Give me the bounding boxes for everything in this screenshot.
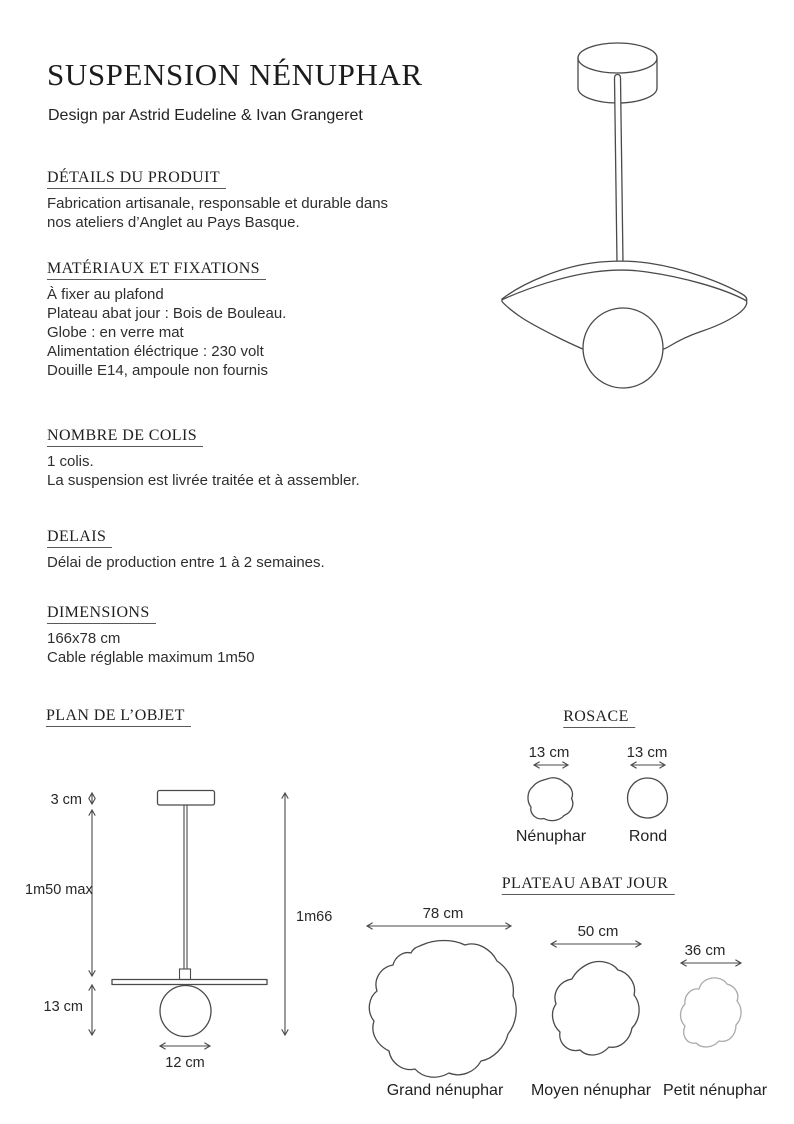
dim-label-globe-diameter: 12 cm: [165, 1055, 205, 1071]
rosace-rond-label: Rond: [628, 828, 668, 845]
dim-arrow-rosace-rond: [626, 759, 670, 771]
dim-arrow-rosace-nenuphar: [529, 759, 573, 771]
pendant-lamp-drawing: [480, 30, 770, 400]
section-colis: [47, 427, 360, 490]
plan-globe: [160, 986, 211, 1037]
section-text-line: Globe : en verre mat: [47, 324, 184, 341]
grand-nenuphar-shape: [364, 936, 518, 1082]
designer-credit: Design par Astrid Eudeline & Ivan Grangeret: [48, 107, 363, 124]
section-details-heading: DÉTAILS DU PRODUIT: [47, 169, 226, 189]
section-text-line: La suspension est livrée traitée et à assembler.: [47, 472, 360, 489]
section-materiaux: [47, 260, 286, 380]
dim-arrow-plateau-grand: [362, 920, 516, 932]
moyen-nenuphar-shape: [547, 958, 647, 1059]
rosace-rond-shape: [626, 776, 669, 820]
section-text-line: 166x78 cm: [47, 630, 121, 647]
dim-label-cable-max: 1m50 max: [25, 882, 93, 898]
section-rosace-heading: ROSACE: [563, 708, 635, 728]
plateau-petit-label: Petit nénuphar: [662, 1082, 768, 1099]
plateau-moyen-label: Moyen nénuphar: [530, 1082, 652, 1099]
page-title: SUSPENSION NÉNUPHAR: [47, 57, 423, 92]
section-colis-heading: NOMBRE DE COLIS: [47, 427, 203, 447]
section-text-line: nos ateliers d’Anglet au Pays Basque.: [47, 214, 300, 231]
dim-label-globe-height: 13 cm: [43, 999, 83, 1015]
section-text-line: Douille E14, ampoule non fournis: [47, 362, 268, 379]
section-text-line: Fabrication artisanale, responsable et durable dans: [47, 195, 389, 212]
rosace-nenuphar-label: Nénuphar: [515, 828, 587, 845]
section-details: [47, 169, 388, 232]
dim-arrow-plateau-petit: [676, 957, 746, 969]
plateau-moyen-size: 50 cm: [577, 923, 619, 940]
plateau-petit-size: 36 cm: [684, 942, 726, 959]
section-text-line: À fixer au plafond: [47, 286, 164, 303]
plan-rod: [184, 805, 187, 969]
petit-nenuphar-shape: [676, 975, 747, 1051]
section-plan-heading: PLAN DE L’OBJET: [46, 707, 191, 727]
section-text-line: Plateau abat jour : Bois de Bouleau.: [47, 305, 287, 322]
plan-rod-holder: [180, 969, 191, 980]
plateau-grand-size: 78 cm: [422, 905, 464, 922]
section-dimensions-heading: DIMENSIONS: [47, 604, 156, 624]
plan-plate: [112, 980, 267, 985]
dim-arrow-plateau-moyen: [546, 938, 646, 950]
globe-drawing: [583, 308, 663, 388]
plan-technical-drawing: [25, 780, 340, 1080]
section-dimensions: [47, 604, 255, 667]
section-text-line: Alimentation éléctrique : 230 volt: [47, 343, 264, 360]
section-delais-heading: DELAIS: [47, 528, 112, 548]
plan-canopy: [158, 791, 215, 806]
section-text-line: 1 colis.: [47, 453, 94, 470]
section-delais: [47, 528, 325, 572]
rosace-nenuphar-size: 13 cm: [528, 744, 570, 761]
section-plateau-heading: PLATEAU ABAT JOUR: [502, 875, 675, 895]
section-text-line: Cable réglable maximum 1m50: [47, 649, 255, 666]
plateau-grand-label: Grand nénuphar: [386, 1082, 504, 1099]
dim-label-total-height: 1m66: [296, 909, 333, 925]
rosace-nenuphar-shape: [525, 776, 577, 823]
section-materiaux-heading: MATÉRIAUX ET FIXATIONS: [47, 260, 266, 280]
dim-label-canopy-height: 3 cm: [50, 792, 82, 808]
rosace-rond-size: 13 cm: [626, 744, 668, 761]
section-text-line: Délai de production entre 1 à 2 semaines.: [47, 554, 325, 571]
